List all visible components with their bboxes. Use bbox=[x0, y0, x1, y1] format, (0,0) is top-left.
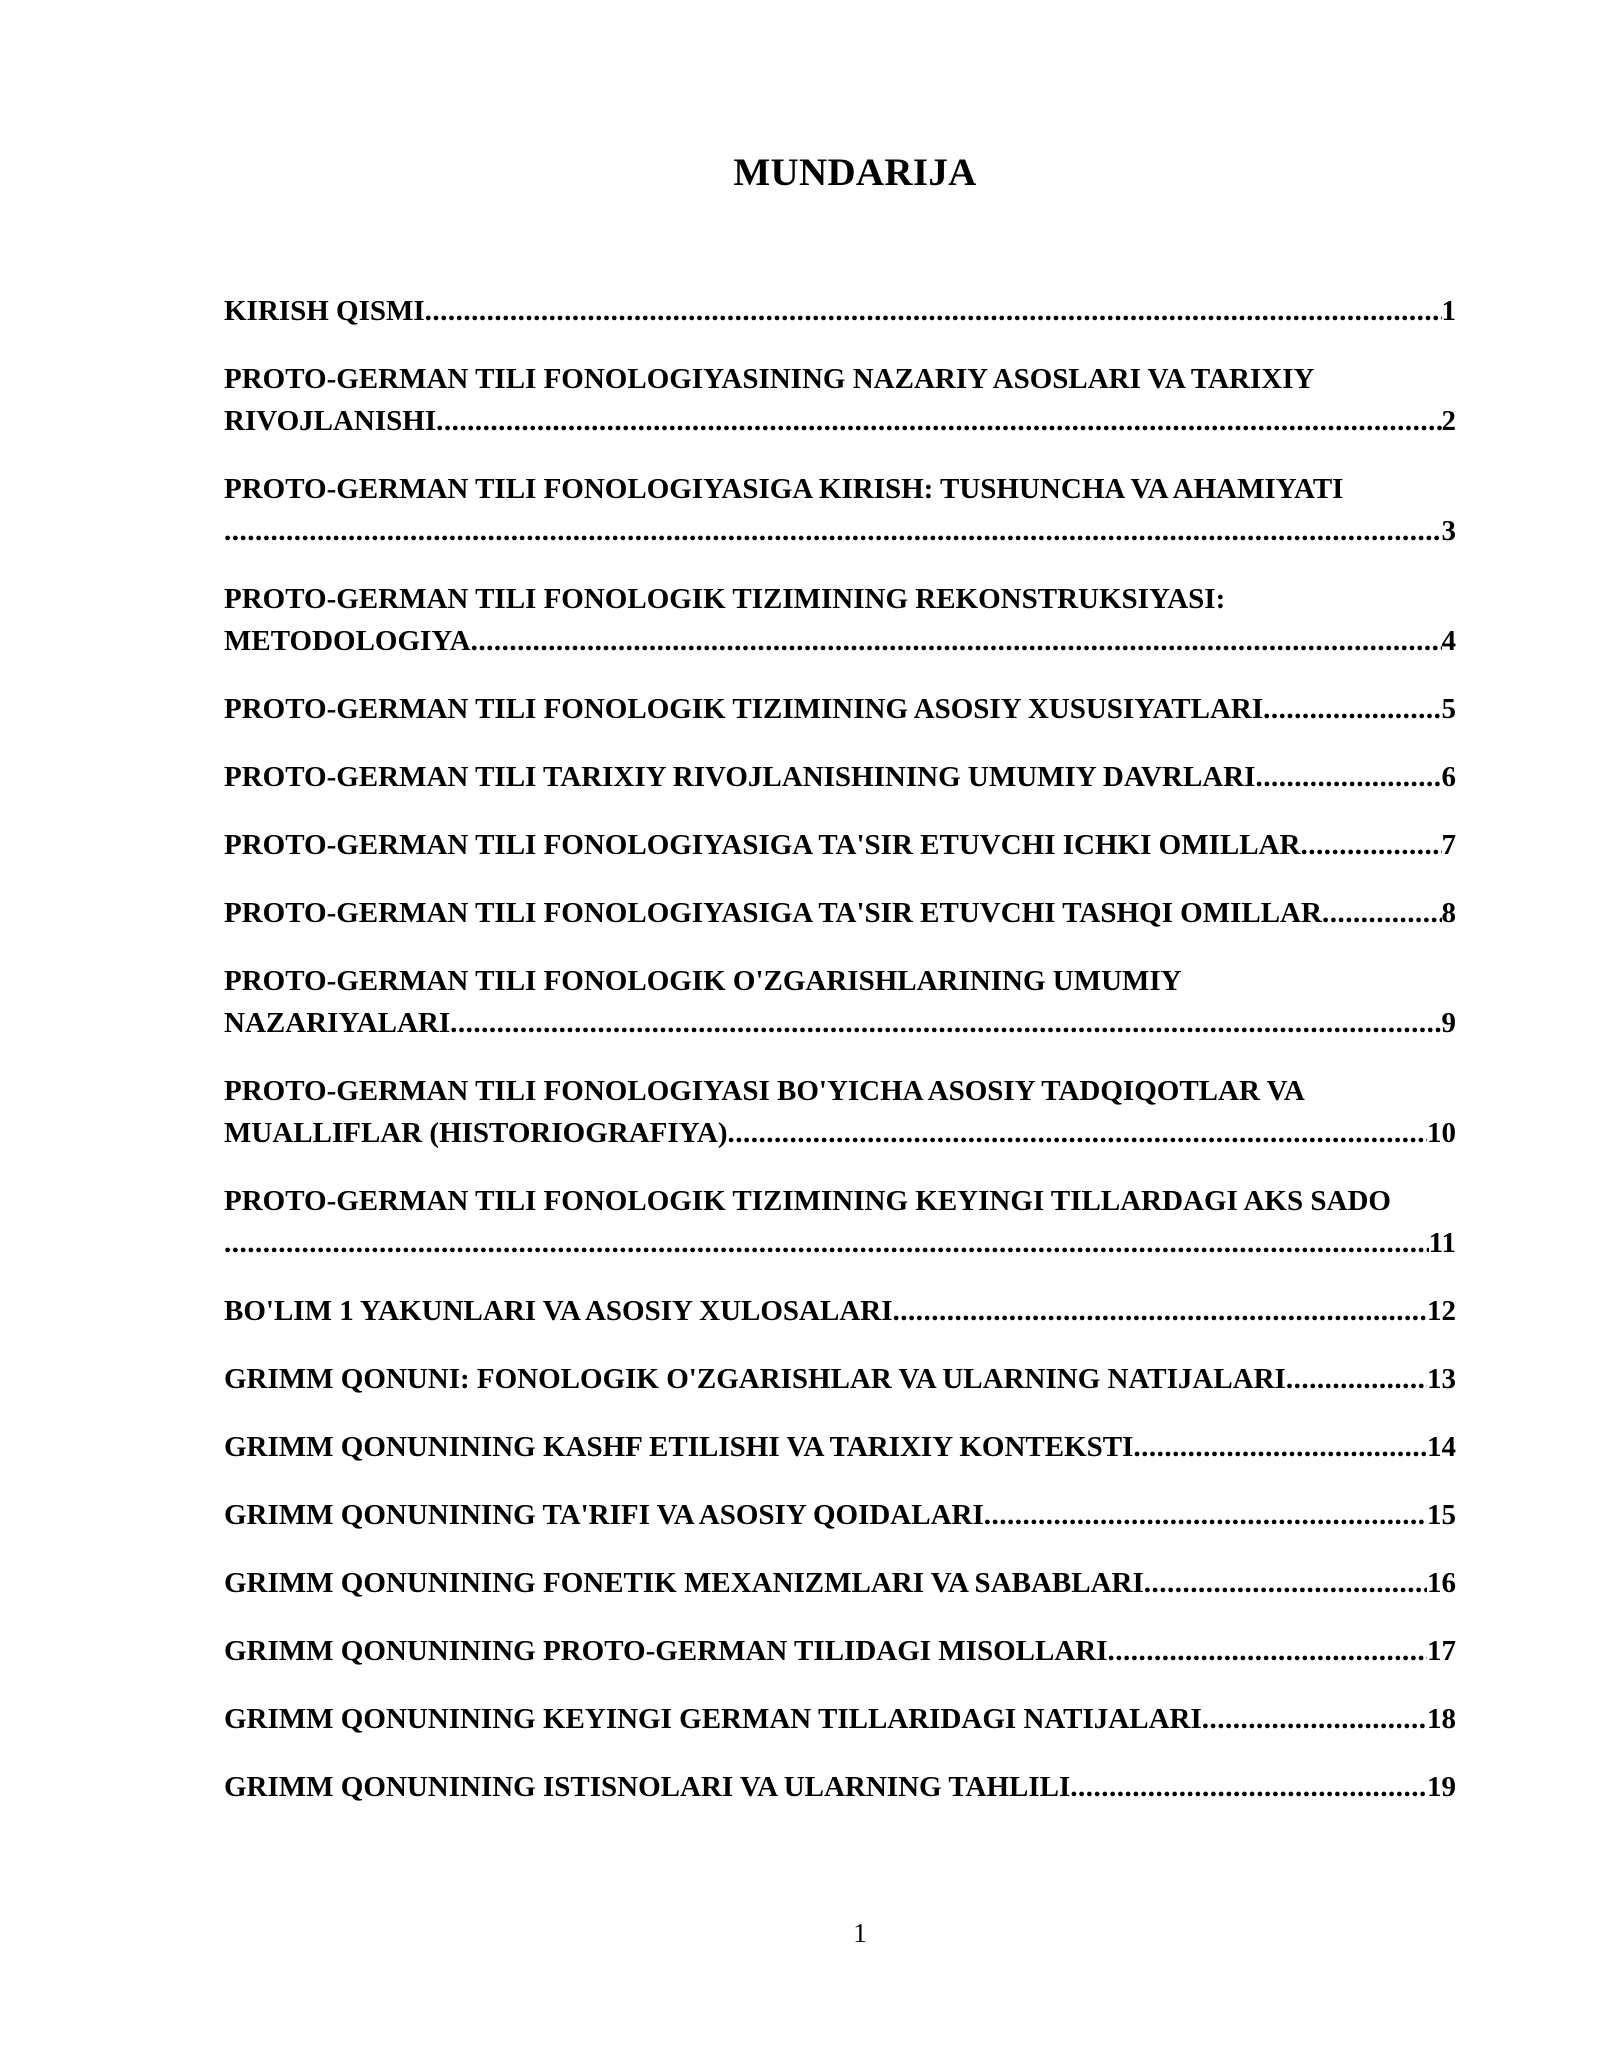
toc-entry[interactable] bbox=[224, 960, 1456, 1044]
toc-entry-leader-row bbox=[224, 510, 1456, 552]
toc-entry-leader-row bbox=[224, 1562, 1456, 1604]
toc-entry-title: KIRISH QISMI bbox=[224, 295, 425, 327]
toc-entry[interactable] bbox=[224, 1358, 1456, 1400]
toc-entry-leader-row bbox=[224, 824, 1456, 866]
toc-entry-leader-row bbox=[224, 1494, 1456, 1536]
toc-entry-title: PROTO-GERMAN TILI FONOLOGIK TIZIMINING ASOSIY XUSUSIYATLARI bbox=[224, 693, 1264, 725]
toc-entry[interactable] bbox=[224, 290, 1456, 332]
toc-entry-title: GRIMM QONUNINING FONETIK MEXANIZMLARI VA SABABLARI bbox=[224, 1567, 1144, 1599]
dot-leader bbox=[1144, 1562, 1427, 1604]
toc-entry-leader-row bbox=[224, 892, 1456, 934]
toc-entry[interactable] bbox=[224, 358, 1456, 442]
toc-entry-title: METODOLOGIYA bbox=[224, 625, 471, 657]
toc-entry-page-number: 16 bbox=[1427, 1567, 1456, 1599]
toc-entry-leader-row bbox=[224, 290, 1456, 332]
toc-entry[interactable] bbox=[224, 892, 1456, 934]
toc-entry-leader-row bbox=[224, 1112, 1456, 1154]
dot-leader bbox=[224, 510, 1442, 552]
toc-entry-title: GRIMM QONUNI: FONOLOGIK O'ZGARISHLAR VA ULARNING NATIJALARI bbox=[224, 1363, 1286, 1395]
dot-leader bbox=[1202, 1698, 1427, 1740]
toc-entry-title-line: PROTO-GERMAN TILI FONOLOGIYASI BO'YICHA ASOSIY TADQIQOTLAR VA bbox=[224, 1075, 1305, 1107]
dot-leader bbox=[224, 1222, 1429, 1264]
toc-entry-title: NAZARIYALARI bbox=[224, 1007, 451, 1039]
dot-leader bbox=[450, 1002, 1441, 1044]
toc-entry-page-number: 17 bbox=[1427, 1635, 1456, 1667]
toc-entry-title-line: PROTO-GERMAN TILI FONOLOGIK O'ZGARISHLARINING UMUMIY bbox=[224, 965, 1182, 997]
dot-leader bbox=[425, 290, 1442, 332]
toc-entry[interactable] bbox=[224, 1766, 1456, 1808]
toc-entry-title: PROTO-GERMAN TILI FONOLOGIYASIGA TA'SIR ETUVCHI ICHKI OMILLAR bbox=[224, 829, 1301, 861]
toc-entry-page-number: 15 bbox=[1427, 1499, 1456, 1531]
toc-entry[interactable] bbox=[224, 1562, 1456, 1604]
toc-entry[interactable] bbox=[224, 1290, 1456, 1332]
toc-entry-page-number: 12 bbox=[1427, 1295, 1456, 1327]
toc-entry-title: GRIMM QONUNINING ISTISNOLARI VA ULARNING TAHLILI bbox=[224, 1771, 1071, 1803]
toc-entry-leader-row bbox=[224, 1630, 1456, 1672]
toc-entry-leader-row bbox=[224, 1698, 1456, 1740]
toc-entry-title-line: PROTO-GERMAN TILI FONOLOGIYASIGA KIRISH: TUSHUNCHA VA AHAMIYATI bbox=[224, 473, 1344, 505]
toc-entry-title: GRIMM QONUNINING KEYINGI GERMAN TILLARIDAGI NATIJALARI bbox=[224, 1703, 1202, 1735]
page-title: MUNDARIJA bbox=[733, 151, 977, 194]
toc-entry-title: GRIMM QONUNINING TA'RIFI VA ASOSIY QOIDALARI bbox=[224, 1499, 984, 1531]
toc-entry-leader-row bbox=[224, 400, 1456, 442]
toc-entry-page-number: 18 bbox=[1427, 1703, 1456, 1735]
dot-leader bbox=[1108, 1630, 1428, 1672]
dot-leader bbox=[1286, 1358, 1427, 1400]
dot-leader bbox=[1070, 1766, 1427, 1808]
toc-entry-title-line: PROTO-GERMAN TILI FONOLOGIK TIZIMINING KEYINGI TILLARDAGI AKS SADO bbox=[224, 1185, 1391, 1217]
dot-leader bbox=[1255, 756, 1441, 798]
toc-entry-page-number: 2 bbox=[1441, 405, 1456, 437]
dot-leader bbox=[1300, 824, 1441, 866]
toc-entry[interactable] bbox=[224, 688, 1456, 730]
toc-entry-title-line: PROTO-GERMAN TILI FONOLOGIK TIZIMINING REKONSTRUKSIYASI: bbox=[224, 583, 1226, 615]
toc-entry-page-number: 3 bbox=[1441, 515, 1456, 547]
toc-entry-page-number: 19 bbox=[1427, 1771, 1456, 1803]
toc-entry-page-number: 11 bbox=[1428, 1227, 1456, 1259]
toc-entry[interactable] bbox=[224, 468, 1456, 552]
dot-leader bbox=[984, 1494, 1427, 1536]
toc-entry[interactable] bbox=[224, 1070, 1456, 1154]
toc-entry-title: PROTO-GERMAN TILI FONOLOGIYASIGA TA'SIR ETUVCHI TASHQI OMILLAR bbox=[224, 897, 1322, 929]
toc-entry-page-number: 1 bbox=[1441, 295, 1456, 327]
toc-entry-page-number: 9 bbox=[1441, 1007, 1456, 1039]
toc-entry-title: RIVOJLANISHI bbox=[224, 405, 437, 437]
toc-entry-page-number: 10 bbox=[1427, 1117, 1456, 1149]
toc-entry-title: PROTO-GERMAN TILI TARIXIY RIVOJLANISHINING UMUMIY DAVRLARI bbox=[224, 761, 1256, 793]
toc-entry-leader-row bbox=[224, 1222, 1456, 1264]
toc-entry-page-number: 7 bbox=[1441, 829, 1456, 861]
page-number: 1 bbox=[853, 1918, 867, 1948]
toc-entry-leader-row bbox=[224, 1358, 1456, 1400]
toc-entry[interactable] bbox=[224, 756, 1456, 798]
toc-entry[interactable] bbox=[224, 578, 1456, 662]
toc-entry-leader-row bbox=[224, 1290, 1456, 1332]
dot-leader bbox=[471, 620, 1442, 662]
dot-leader bbox=[728, 1112, 1427, 1154]
dot-leader bbox=[1133, 1426, 1427, 1468]
toc-entry[interactable] bbox=[224, 1698, 1456, 1740]
dot-leader bbox=[436, 400, 1441, 442]
dot-leader bbox=[1322, 892, 1442, 934]
dot-leader bbox=[893, 1290, 1427, 1332]
toc-entry[interactable] bbox=[224, 824, 1456, 866]
toc-entry-page-number: 8 bbox=[1441, 897, 1456, 929]
toc-entry-page-number: 5 bbox=[1441, 693, 1456, 725]
toc-entry-page-number: 13 bbox=[1427, 1363, 1456, 1395]
toc-entry-title: MUALLIFLAR (HISTORIOGRAFIYA) bbox=[224, 1117, 728, 1149]
toc-entry-leader-row bbox=[224, 620, 1456, 662]
toc-entry-page-number: 6 bbox=[1441, 761, 1456, 793]
toc-entry-leader-row bbox=[224, 756, 1456, 798]
toc-entry-leader-row bbox=[224, 1426, 1456, 1468]
toc-entry-title-line: PROTO-GERMAN TILI FONOLOGIYASINING NAZARIY ASOSLARI VA TARIXIY bbox=[224, 363, 1315, 395]
toc-entry[interactable] bbox=[224, 1426, 1456, 1468]
toc-entry-leader-row bbox=[224, 1766, 1456, 1808]
toc-entry[interactable] bbox=[224, 1180, 1456, 1264]
toc-entry[interactable] bbox=[224, 1494, 1456, 1536]
dot-leader bbox=[1263, 688, 1441, 730]
toc-entry-title: GRIMM QONUNINING PROTO-GERMAN TILIDAGI MISOLLARI bbox=[224, 1635, 1108, 1667]
toc-entry-leader-row bbox=[224, 688, 1456, 730]
toc-entry-leader-row bbox=[224, 1002, 1456, 1044]
toc-entry-page-number: 4 bbox=[1441, 625, 1456, 657]
toc-entry-page-number: 14 bbox=[1427, 1431, 1456, 1463]
toc-entry[interactable] bbox=[224, 1630, 1456, 1672]
toc-entry-title: GRIMM QONUNINING KASHF ETILISHI VA TARIXIY KONTEKSTI bbox=[224, 1431, 1134, 1463]
table-of-contents bbox=[224, 290, 1456, 1834]
toc-entry-title: BO'LIM 1 YAKUNLARI VA ASOSIY XULOSALARI bbox=[224, 1295, 893, 1327]
